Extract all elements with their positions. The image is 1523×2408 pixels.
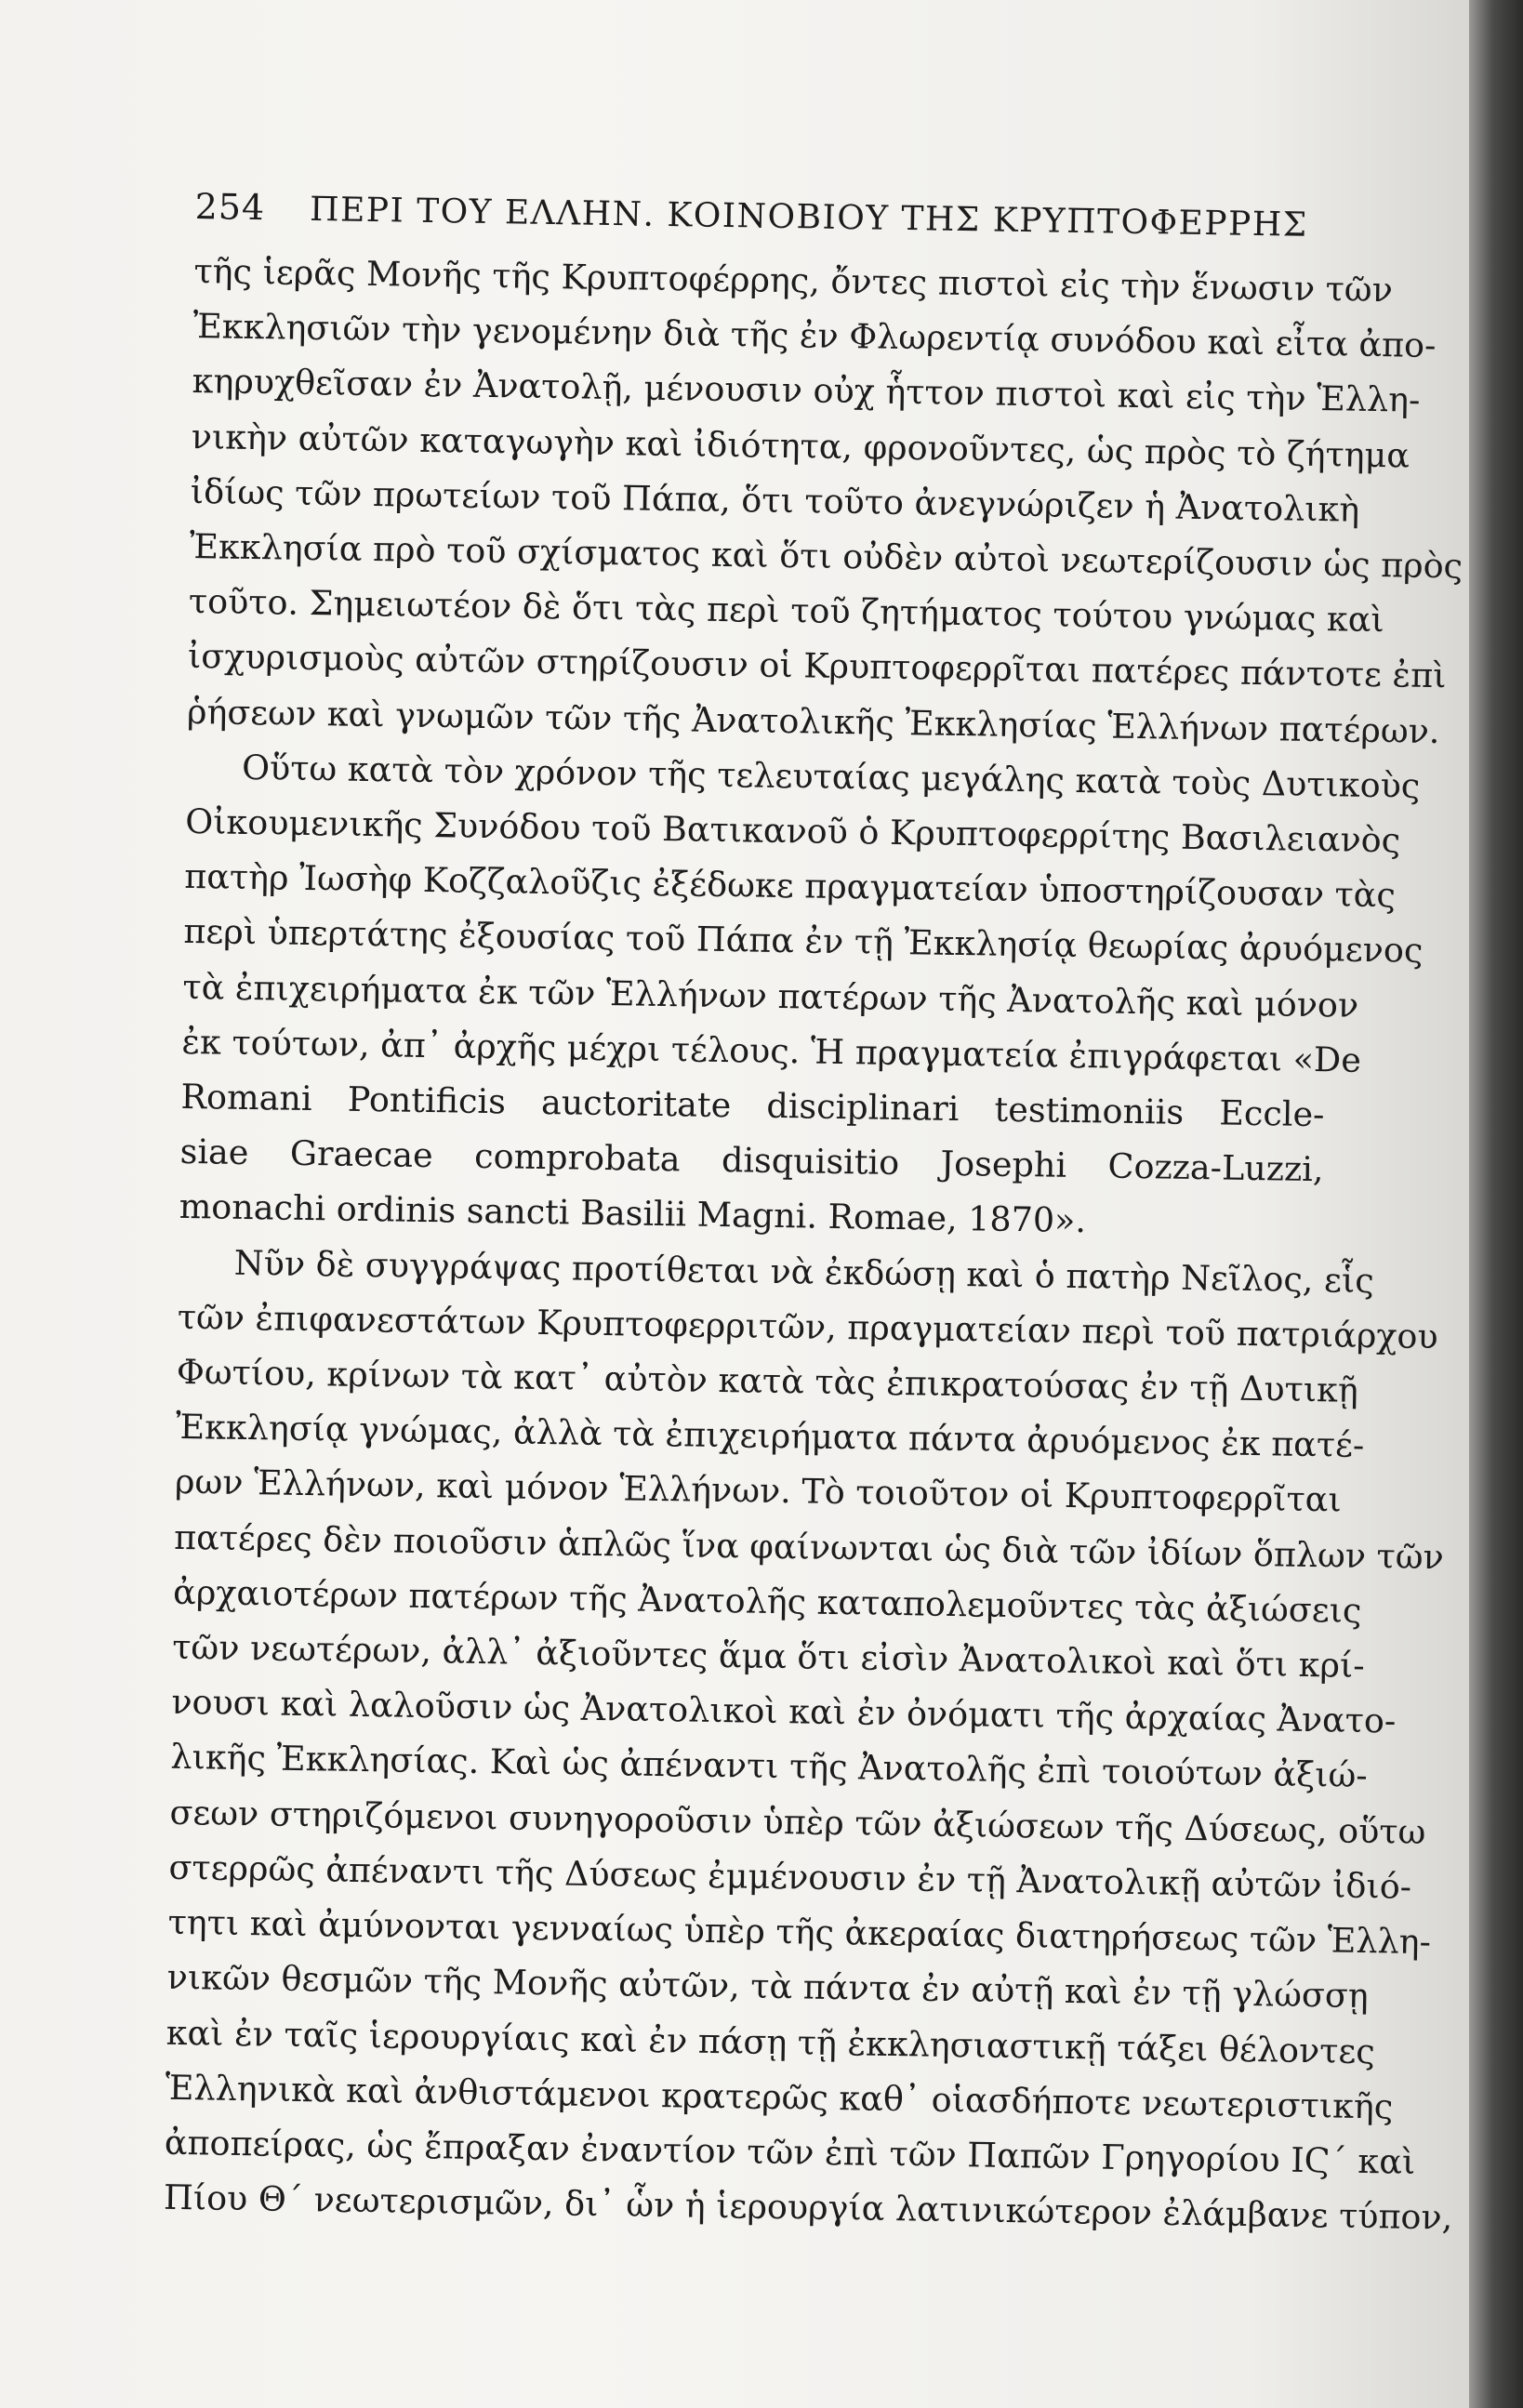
text-line: Νῦν δὲ συγγράψας προτίθεται νὰ ἐκδώσῃ καὶ ὁ πατὴρ Νεῖλος, εἷς xyxy=(233,1242,1375,1301)
text-line: Οἰκουμενικῆς Συνόδου τοῦ Βατικανοῦ ὁ Κρυπτοφερρίτης Βασιλειανὸς xyxy=(184,800,1401,861)
text-line: τὰ ἐπιχειρήματα ἐκ τῶν Ἑλλήνων πατέρων τῆς Ἀνατολῆς καὶ μόνον xyxy=(182,966,1359,1025)
text-line: τῶν ἐπιφανεστάτων Κρυπτοφερριτῶν, πραγματείαν περὶ τοῦ πατριάρχου xyxy=(177,1296,1438,1357)
text-line: Ἑλληνικὰ καὶ ἀνθιστάμενοι κρατερῶς καθ᾽ οἱασδήποτε νεωτεριστικῆς xyxy=(165,2067,1394,2127)
text-line: Οὕτω κατὰ τὸν χρόνον τῆς τελευταίας μεγάλης κατὰ τοὺς Δυτικοὺς xyxy=(241,747,1421,806)
running-title: ΠΕΡΙ ΤΟΥ ΕΛΛΗΝ. ΚΟΙΝΟΒΙΟΥ ΤΗΣ ΚΡΥΠΤΟΦΕΡΡΗΣ xyxy=(309,190,1308,245)
text-line: Πίου Θ´ νεωτερισμῶν, δι᾽ ὧν ἡ ἱερουργία λατινικώτερον ἐλάμβανε τύπον, xyxy=(163,2176,1453,2238)
text-line: περὶ ὑπερτάτης ἐξουσίας τοῦ Πάπα ἐν τῇ Ἐκκλησίᾳ θεωρίας ἀρυόμενος xyxy=(183,911,1424,972)
text-line: Ἐκκλησιῶν τὴν γενομένην διὰ τῆς ἐν Φλωρεντίᾳ συνόδου καὶ εἶτα ἀπο- xyxy=(192,306,1437,366)
text-line: Φωτίου, κρίνων τὰ κατ᾽ αὐτὸν κατὰ τὰς ἐπικρατούσας ἐν τῇ Δυτικῇ xyxy=(176,1351,1359,1410)
text-line: Ἐκκλησία πρὸ τοῦ σχίσματος καὶ ὅτι οὐδὲν αὐτοὶ νεωτερίζουσιν ὡς πρὸς xyxy=(189,525,1463,587)
text-line: ἰδίως τῶν πρωτείων τοῦ Πάπα, ὅτι τοῦτο ἀνεγνώριζεν ἡ Ἀνατολικὴ xyxy=(190,470,1360,530)
text-line: λικῆς Ἐκκλησίας. Καὶ ὡς ἀπέναντι τῆς Ἀνατολῆς ἐπὶ τοιούτων ἀξιώ- xyxy=(170,1737,1368,1796)
page-content xyxy=(163,186,1463,2243)
text-line: ἐκ τούτων, ἀπ᾽ ἀρχῆς μέχρι τέλους. Ἡ πραγματεία ἐπιγράφεται «De xyxy=(181,1021,1362,1080)
page-number: 254 xyxy=(194,186,266,229)
text-line: ῥήσεων καὶ γνωμῶν τῶν τῆς Ἀνατολικῆς Ἐκκλησίας Ἑλλήνων πατέρων. xyxy=(186,691,1440,751)
text-line: siae Graecae comprobata disquisitio Josephi Cozza-Luzzi, xyxy=(179,1131,1324,1190)
text-line: νουσι καὶ λαλοῦσιν ὡς Ἀνατολικοὶ καὶ ἐν ὀνόματι τῆς ἀρχαίας Ἀνατο- xyxy=(171,1682,1397,1741)
text-line: Ἐκκλησίᾳ γνώμας, ἀλλὰ τὰ ἐπιχειρήματα πάντα ἀρυόμενος ἐκ πατέ- xyxy=(175,1407,1365,1466)
text-line: πατὴρ Ἰωσὴφ Κοζζαλοῦζις ἐξέδωκε πραγματείαν ὑποστηρίζουσαν τὰς xyxy=(183,856,1397,916)
text-line: στερρῶς ἀπέναντι τῆς Δύσεως ἐμμένουσιν ἐν τῇ Ἀνατολικῇ αὐτῶν ἰδιό- xyxy=(168,1846,1412,1907)
text-line: σεων στηριζόμενοι συνηγοροῦσιν ὑπὲρ τῶν ἀξιώσεων τῆς Δύσεως, οὕτω xyxy=(169,1792,1426,1852)
text-line: κηρυχθεῖσαν ἐν Ἀνατολῇ, μένουσιν οὐχ ἧττον πιστοὶ καὶ εἰς τὴν Ἑλλη- xyxy=(192,361,1421,421)
text-line: Romani Pontificis auctoritate disciplinari testimoniis Eccle- xyxy=(180,1076,1325,1135)
text-line: ρων Ἑλλήνων, καὶ μόνον Ἑλλήνων. Τὸ τοιοῦτον οἱ Κρυπτοφερρῖται xyxy=(174,1462,1343,1521)
text-line: ἀποπείρας, ὡς ἔπραξαν ἐναντίον τῶν ἐπὶ τῶν Παπῶν Γρηγορίου ΙϚ´ καὶ xyxy=(164,2122,1416,2182)
text-line: monachi ordinis sancti Basilii Magni. Romae, 1870». xyxy=(179,1186,1087,1241)
text-line: ἀρχαιοτέρων πατέρων τῆς Ἀνατολῆς καταπολεμοῦντες τὰς ἀξιώσεις xyxy=(172,1571,1362,1631)
text-line: τοῦτο. Σημειωτέον δὲ ὅτι τὰς περὶ τοῦ ζητήματος τούτου γνώμας καὶ xyxy=(188,581,1385,641)
text-line: τῶν νεωτέρων, ἀλλ᾽ ἀξιοῦντες ἅμα ὅτι εἰσὶν Ἀνατολικοὶ καὶ ὅτι κρί- xyxy=(171,1626,1365,1687)
text-line: νικῶν θεσμῶν τῆς Μονῆς αὐτῶν, τὰ πάντα ἐν αὐτῇ καὶ ἐν τῇ γλώσσῃ xyxy=(166,1957,1370,2017)
text-line: ἰσχυρισμοὺς αὐτῶν στηρίζουσιν οἱ Κρυπτοφερρῖται πατέρες πάντοτε ἐπὶ xyxy=(187,636,1447,696)
text-line: τῆς ἱερᾶς Μονῆς τῆς Κρυπτοφέρρης, ὄντες πιστοὶ εἰς τὴν ἕνωσιν τῶν xyxy=(193,250,1394,311)
scan-edge-shadow xyxy=(1469,0,1523,2408)
body-text xyxy=(163,244,1463,2243)
text-line: καὶ ἐν ταῖς ἱερουργίαις καὶ ἐν πάσῃ τῇ ἐκκλησιαστικῇ τάξει θέλοντες xyxy=(166,2012,1376,2071)
text-line: τητι καὶ ἀμύνονται γενναίως ὑπὲρ τῆς ἀκεραίας διατηρήσεως τῶν Ἑλλη- xyxy=(167,1901,1432,1963)
text-line: νικὴν αὐτῶν καταγωγὴν καὶ ἰδιότητα, φρονοῦντες, ὡς πρὸς τὸ ζήτημα xyxy=(191,416,1410,476)
text-line: πατέρες δὲν ποιοῦσιν ἁπλῶς ἵνα φαίνωνται ὡς διὰ τῶν ἰδίων ὅπλων τῶν xyxy=(173,1516,1445,1577)
